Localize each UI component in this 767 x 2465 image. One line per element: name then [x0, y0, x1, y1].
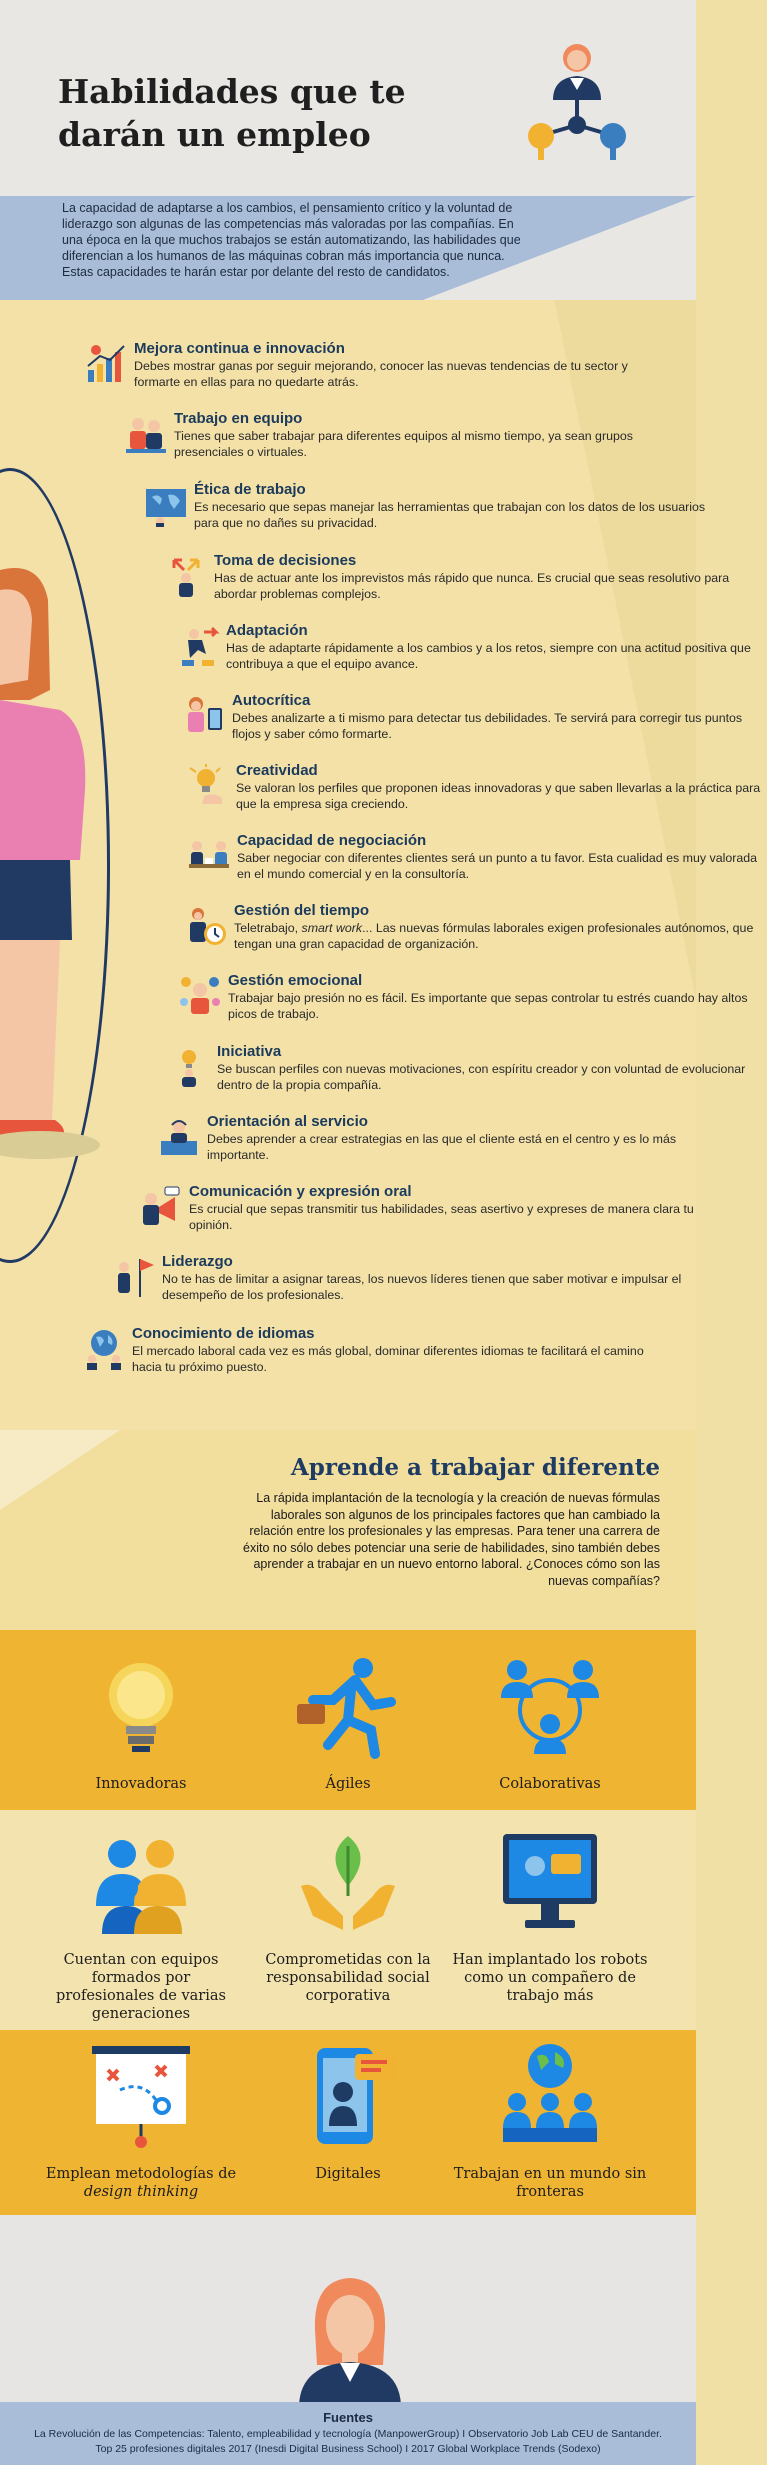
company-label: Colaborativas	[499, 1776, 601, 1792]
customer-service-icon	[157, 1115, 201, 1159]
skill-name: Trabajo en equipo	[174, 410, 303, 427]
skill-description: Se buscan perfiles con nuevas motivaciones, con espíritu creador y con voluntad de evolucionar dentro de la propia compañía.	[217, 1062, 746, 1092]
skill-name: Toma de decisiones	[214, 552, 357, 569]
company-label	[41, 2165, 241, 2201]
skill-name: Creatividad	[236, 762, 318, 779]
skill-name: Conocimiento de idiomas	[132, 1325, 315, 1342]
businesswoman-icon	[295, 2270, 405, 2405]
skill-description: No te has de limitar a asignar tareas, los nuevos líderes tienen que saber motivar e impulsar el desempeño de los profesionales.	[162, 1272, 682, 1302]
megaphone-icon	[139, 1185, 183, 1229]
skill-name: Ética de trabajo	[194, 481, 306, 498]
clock-person-icon	[184, 904, 228, 948]
growth-chart-icon	[84, 342, 128, 386]
skill-description: Tienes que saber trabajar para diferentes equipos al mismo tiempo, ya sean grupos presenciales o virtuales.	[174, 429, 633, 459]
skill-name: Capacidad de negociación	[237, 832, 427, 849]
initiative-bulb-icon	[167, 1045, 211, 1089]
strategy-board-icon	[86, 2040, 196, 2150]
skill-description: Es crucial que sepas transmitir tus habilidades, seas asertivo y expreses de manera clara tu opinión.	[189, 1202, 694, 1232]
mirror-person-icon	[182, 694, 226, 738]
lightbulb-hand-icon	[186, 764, 230, 808]
skill-description: Trabajar bajo presión no es fácil. Es importante que sepas controlar tu estrés cuando hay altos picos de trabajo.	[228, 991, 748, 1021]
skill-name: Comunicación y expresión oral	[189, 1183, 412, 1200]
company-label: Comprometidas con la responsabilidad social corporativa	[265, 1952, 431, 2004]
connected-people-icon	[495, 1650, 605, 1760]
sources-title: Fuentes	[323, 2410, 373, 2425]
adaptation-icon	[176, 624, 220, 668]
company-card	[450, 1826, 650, 2005]
company-label: Han implantado los robots como un compañero de trabajo más	[452, 1952, 648, 2004]
sources-line: La Revolución de las Competencias: Talento, empleabilidad y tecnología (ManpowerGroup) I Observatorio Job Lab CEU de Santander.	[34, 2428, 662, 2440]
company-card	[450, 1650, 650, 1793]
skill-description: Debes analizarte a ti mismo para detectar tus debilidades. Te servirá para corregir tus puntos flojos y saber cómo formarte.	[232, 711, 743, 741]
globe-team-icon	[495, 2040, 605, 2150]
lightbulb-icon	[86, 1650, 196, 1760]
skill-name: Autocrítica	[232, 692, 311, 709]
team-icon	[124, 412, 168, 456]
skill-description: Saber negociar con diferentes clientes será un punto a tu favor. Esta cualidad es muy valorada en el mundo comercial y en la consultoría.	[237, 851, 758, 881]
company-label: Trabajan en un mundo sin fronteras	[453, 2166, 647, 2200]
company-label: Digitales	[315, 2166, 381, 2182]
desc-text: ... Las nuevas fórmulas laborales exigen profesionales autónomos, que tengan una gran capacidad de organización.	[234, 921, 754, 951]
network-person-icon	[515, 30, 640, 160]
smartphone-chat-icon	[293, 2040, 403, 2150]
skill-description: Debes aprender a crear estrategias en las que el cliente está en el centro y es lo más importante.	[207, 1132, 677, 1162]
skill-description: El mercado laboral cada vez es más global, dominar diferentes idiomas te facilitará el camino hacia tu próximo puesto.	[132, 1344, 644, 1374]
skill-name: Iniciativa	[217, 1043, 282, 1060]
company-label: Ágiles	[325, 1776, 371, 1792]
company-card	[41, 1650, 241, 1793]
globe-people-icon	[82, 1327, 126, 1371]
company-label: Innovadoras	[95, 1776, 187, 1792]
company-card	[248, 1650, 448, 1793]
company-card	[450, 2040, 650, 2201]
skill-description	[234, 920, 764, 952]
skill-name: Adaptación	[226, 622, 308, 639]
skill-name: Mejora continua e innovación	[134, 340, 345, 357]
emotions-icon	[178, 974, 222, 1018]
skill-name: Gestión del tiempo	[234, 902, 370, 919]
intro-text: La capacidad de adaptarse a los cambios, el pensamiento crítico y la voluntad de liderazgo son algunas de las competencias más valoradas por las compañías. En una época en la que muchos trabajos se están automatizando, las habilidades que diferencian a los humanos de las máquinas cobran más importancia que nunca. Estas capacidades te harán estar por delante del resto de candidatos.	[62, 201, 521, 279]
skill-description: Se valoran los perfiles que proponen ideas innovadoras y que saben llevarlas a la práctica para que la empresa siga creciendo.	[236, 781, 761, 811]
sources-line: Top 25 profesiones digitales 2017 (Inesdi Digital Business School) I 2017 Global Workplace Trends (Sodexo)	[95, 2443, 601, 2455]
section2-text: La rápida implantación de la tecnología y la creación de nuevas fórmulas laborales son algunos de los principales factores que han cambiado la relación entre los profesionales y las empresas. Para tener una carrera de éxito no sólo debes potenciar una serie de habilidades, sino también debes aprender a trabajar en un nuevo entorno laboral. ¿Conoces cómo son las nuevas compañías?	[243, 1491, 660, 1588]
world-map-icon	[144, 483, 188, 527]
label-emphasis: design thinking	[83, 2184, 199, 2200]
leader-flag-icon	[112, 1255, 156, 1299]
skill-name: Liderazgo	[162, 1253, 233, 1270]
company-card	[248, 2040, 448, 2183]
company-card	[41, 2040, 241, 2201]
generations-icon	[86, 1826, 196, 1936]
company-label: Cuentan con equipos formados por profesionales de varias generaciones	[56, 1952, 226, 2022]
running-person-icon	[293, 1650, 403, 1760]
negotiation-icon	[187, 834, 231, 878]
skill-description: Es necesario que sepas manejar las herramientas que trabajan con los datos de los usuarios para que no dañes su privacidad.	[194, 500, 706, 530]
plant-hands-icon	[293, 1826, 403, 1936]
decision-arrows-icon	[164, 554, 208, 598]
desc-emphasis: smart work	[301, 921, 363, 935]
skill-description: Debes mostrar ganas por seguir mejorando, conocer las nuevas tendencias de tu sector y formarte en ellas para no quedarte atrás.	[134, 359, 628, 389]
skill-description: Has de adaptarte rápidamente a los cambios y a los retos, siempre con una actitud positiva que contribuya a que el equipo avance.	[226, 641, 751, 671]
label-text: Emplean metodologías de	[45, 2166, 237, 2182]
woman-figure-icon	[0, 560, 95, 1160]
company-card	[248, 1826, 448, 2005]
skill-name: Gestión emocional	[228, 972, 363, 989]
section2-title: Aprende a trabajar diferente	[290, 1454, 660, 1481]
company-card	[41, 1826, 241, 2023]
skill-description: Has de actuar ante los imprevistos más rápido que nunca. Es crucial que seas resolutivo para abordar problemas complejos.	[214, 571, 730, 601]
desc-text: Teletrabajo,	[234, 921, 302, 935]
page-title: Habilidades que te darán un empleo	[58, 72, 406, 154]
computer-screen-icon	[495, 1826, 605, 1936]
skill-name: Orientación al servicio	[207, 1113, 368, 1130]
